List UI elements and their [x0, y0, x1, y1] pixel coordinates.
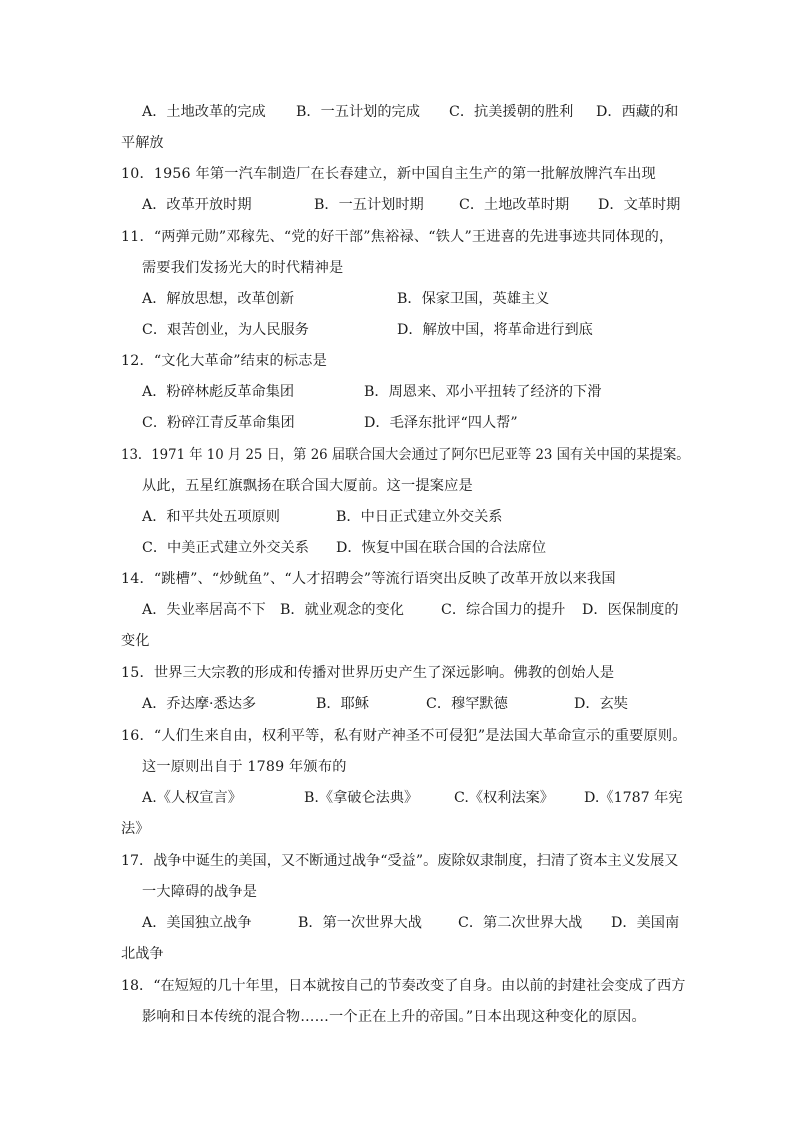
- option-d: D．恢复中国在联合国的合法席位: [336, 540, 547, 556]
- option-c: C．抗美援朝的胜利: [449, 104, 574, 120]
- option-d: D．文革时期: [598, 197, 681, 213]
- option-d: D．毛泽东批评“四人帮”: [364, 415, 518, 431]
- option-b: B．就业观念的变化: [280, 602, 404, 618]
- option-c: C．第二次世界大战: [458, 915, 583, 931]
- question-stem: 10．1956 年第一汽车制造厂在长春建立，新中国自主生产的第一批解放牌汽车出现: [121, 166, 656, 182]
- option-d: D．玄奘: [574, 696, 628, 712]
- option-c: C．综合国力的提升: [441, 602, 566, 618]
- option-c: C．艰苦创业，为人民服务: [142, 322, 309, 338]
- option-wrap: 北战争: [121, 946, 164, 962]
- option-a: A．和平共处五项原则: [142, 509, 280, 525]
- option-a: A．失业率居高不下: [142, 602, 266, 618]
- option-b: B.《拿破仑法典》: [304, 790, 419, 806]
- question-stem: 15．世界三大宗教的形成和传播对世界历史产生了深远影响。佛教的创始人是: [121, 665, 615, 681]
- question-stem: 11．“两弹元勋”邓稼先、“党的好干部”焦裕禄、“铁人”王进喜的先进事迹共同体现的，: [121, 229, 674, 245]
- option-wrap: 变化: [121, 633, 150, 649]
- option-a: A．美国独立战争: [142, 915, 252, 931]
- option-d: D.《1787 年宪: [584, 790, 683, 806]
- option-a: A．解放思想，改革创新: [142, 291, 295, 307]
- option-wrap: 法》: [121, 821, 150, 837]
- option-d: D．西藏的和: [596, 104, 679, 120]
- option-b: B．耶稣: [316, 696, 369, 712]
- option-b: B．中日正式建立外交关系: [336, 509, 503, 525]
- option-wrap: 平解放: [121, 135, 164, 151]
- option-a: A．乔达摩·悉达多: [142, 696, 257, 712]
- option-d: D．医保制度的: [582, 602, 679, 618]
- option-c: C．土地改革时期: [459, 197, 570, 213]
- option-c: C．中美正式建立外交关系: [142, 540, 309, 556]
- question-stem: 13．1971 年 10 月 25 日，第 26 届联合国大会通过了阿尔巴尼亚等 23 国有关中国的某提案。: [121, 447, 690, 463]
- question-stem-continued: 一大障碍的战争是: [142, 884, 258, 900]
- question-stem: 12．“文化大革命”结束的标志是: [121, 353, 328, 369]
- question-stem: 16．“人们生来自由，权利平等，私有财产神圣不可侵犯”是法国大革命宣示的重要原则。: [121, 728, 687, 744]
- question-stem-continued: 影响和日本传统的混合物……一个正在上升的帝国。”日本出现这种变化的原因。: [142, 1009, 646, 1025]
- question-stem-continued: 需要我们发扬光大的时代精神是: [142, 260, 344, 276]
- option-c: C．粉碎江青反革命集团: [142, 415, 295, 431]
- option-a: A．粉碎林彪反革命集团: [142, 384, 295, 400]
- option-a: A．改革开放时期: [142, 197, 252, 213]
- question-stem: 14．“跳槽”、“炒鱿鱼”、“人才招聘会”等流行语突出反映了改革开放以来我国: [121, 571, 616, 587]
- option-b: B．第一次世界大战: [298, 915, 422, 931]
- question-stem-continued: 从此，五星红旗飘扬在联合国大厦前。这一提案应是: [142, 478, 473, 494]
- option-d: D．美国南: [611, 915, 680, 931]
- question-stem-continued: 这一原则出自于 1789 年颁布的: [142, 759, 347, 775]
- option-a: A.《人权宣言》: [142, 790, 242, 806]
- question-stem: 17．战争中诞生的美国，又不断通过战争“受益”。废除奴隶制度，扫清了资本主义发展又: [121, 853, 679, 869]
- option-c: C．穆罕默德: [426, 696, 508, 712]
- question-stem: 18．“在短短的几十年里，日本就按自己的节奏改变了自身。由以前的封建社会变成了西方: [121, 978, 686, 994]
- option-b: B．一五计划时期: [314, 197, 424, 213]
- option-a: A．土地改革的完成: [142, 104, 266, 120]
- option-c: C.《权利法案》: [454, 790, 554, 806]
- option-b: B．周恩来、邓小平扭转了经济的下滑: [364, 384, 602, 400]
- option-b: B．一五计划的完成: [296, 104, 420, 120]
- option-b: B．保家卫国，英雄主义: [397, 291, 550, 307]
- option-d: D．解放中国，将革命进行到底: [397, 322, 593, 338]
